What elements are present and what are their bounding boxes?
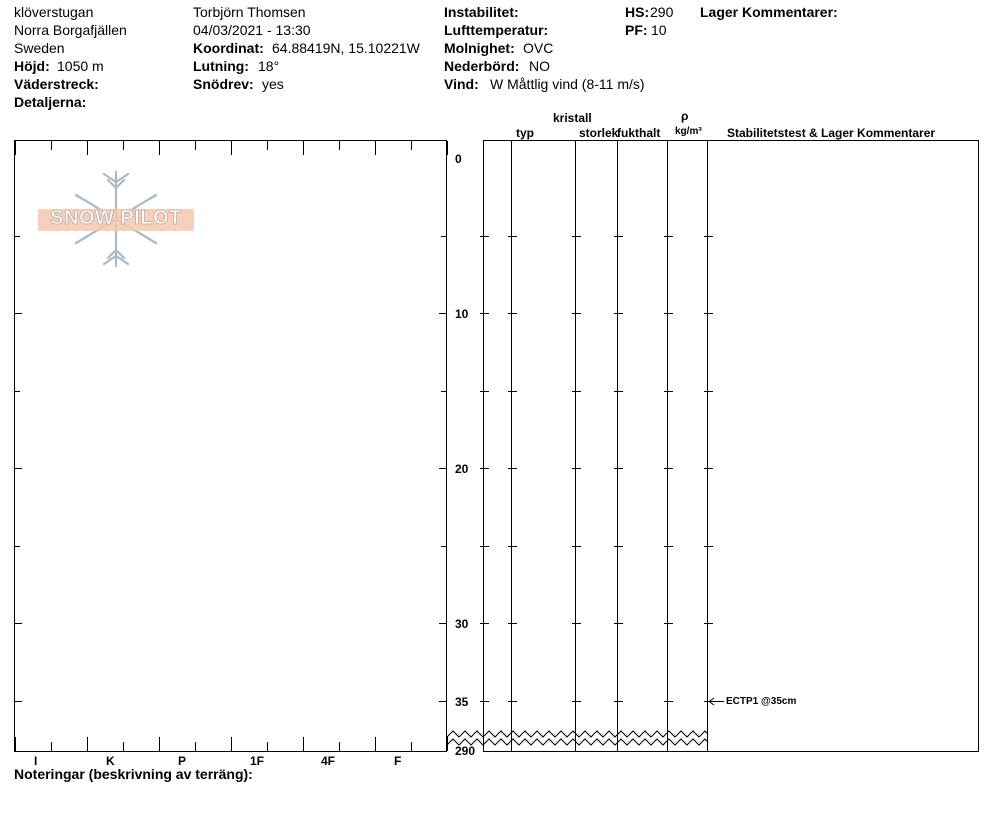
- precipitation-value: NO: [529, 58, 550, 74]
- details-label: Detaljerna:: [14, 94, 87, 110]
- snow-pilot-logo: [38, 170, 194, 268]
- col-header-storlek: storlek: [579, 126, 619, 140]
- depth-label-30: 30: [455, 617, 469, 631]
- layer-comments-label: Lager Kommentarer:: [700, 4, 838, 20]
- layer-table-frame: [484, 141, 979, 752]
- coordinate-label: Koordinat:: [193, 40, 264, 56]
- col-header-stability: Stabilitetstest & Lager Kommentarer: [727, 126, 936, 140]
- observer-name: Torbjörn Thomsen: [193, 4, 306, 20]
- terrain-notes-label: Noteringar (beskrivning av terräng):: [14, 766, 253, 782]
- hs-value: 290: [650, 4, 674, 20]
- air-temperature-label: Lufttemperatur:: [444, 22, 549, 38]
- col-header-kristall: kristall: [553, 111, 592, 125]
- elevation-label: Höjd:: [14, 58, 50, 74]
- depth-break-zigzag-bottom: [447, 739, 708, 745]
- snowdrift-label: Snödrev:: [193, 76, 254, 92]
- snowdrift-value: yes: [262, 76, 284, 92]
- precipitation-label: Nederbörd:: [444, 58, 520, 74]
- depth-label-0: 0: [455, 152, 462, 166]
- depth-label-20: 20: [455, 462, 469, 476]
- aspect-label: Väderstreck:: [14, 76, 99, 92]
- hardness-label-k: K: [106, 754, 115, 768]
- depth-label-10: 10: [455, 307, 469, 321]
- instability-label: Instabilitet:: [444, 4, 519, 20]
- location-name: klöverstugan: [14, 4, 94, 20]
- hardness-label-i: I: [34, 754, 38, 768]
- depth-break-zigzag-top: [447, 731, 708, 737]
- coordinate-value: 64.88419N, 15.10221W: [272, 40, 420, 56]
- hardness-label-p: P: [178, 754, 187, 768]
- country-name: Sweden: [14, 40, 65, 56]
- slope-label: Lutning:: [193, 58, 249, 74]
- elevation-value: 1050 m: [57, 58, 104, 74]
- depth-label-290: 290: [455, 744, 476, 758]
- slope-value: 18°: [258, 58, 280, 74]
- pf-value: 10: [651, 22, 667, 38]
- hardness-label-4f: 4F: [321, 754, 336, 768]
- observation-datetime: 04/03/2021 - 13:30: [193, 22, 311, 38]
- col-header-fukthalt: fukthalt: [617, 126, 661, 140]
- col-header-kgm3: kg/m³: [675, 126, 702, 137]
- region-name: Norra Borgafjällen: [14, 22, 127, 38]
- wind-value: W Måttlig vind (8-11 m/s): [490, 76, 645, 92]
- col-header-rho: ρ: [681, 109, 689, 123]
- hardness-label-f: F: [394, 754, 402, 768]
- depth-label-35: 35: [455, 695, 469, 709]
- col-header-typ: typ: [516, 126, 534, 140]
- logo-text: SNOW PILOT: [50, 207, 182, 229]
- stability-test-label: ECTP1 @35cm: [726, 696, 797, 707]
- pf-label: PF:: [625, 22, 648, 38]
- wind-label: Vind:: [444, 76, 479, 92]
- hs-label: HS:: [625, 4, 650, 20]
- hardness-label-1f: 1F: [250, 754, 265, 768]
- cloud-cover-value: OVC: [523, 40, 554, 56]
- cloud-cover-label: Molnighet:: [444, 40, 515, 56]
